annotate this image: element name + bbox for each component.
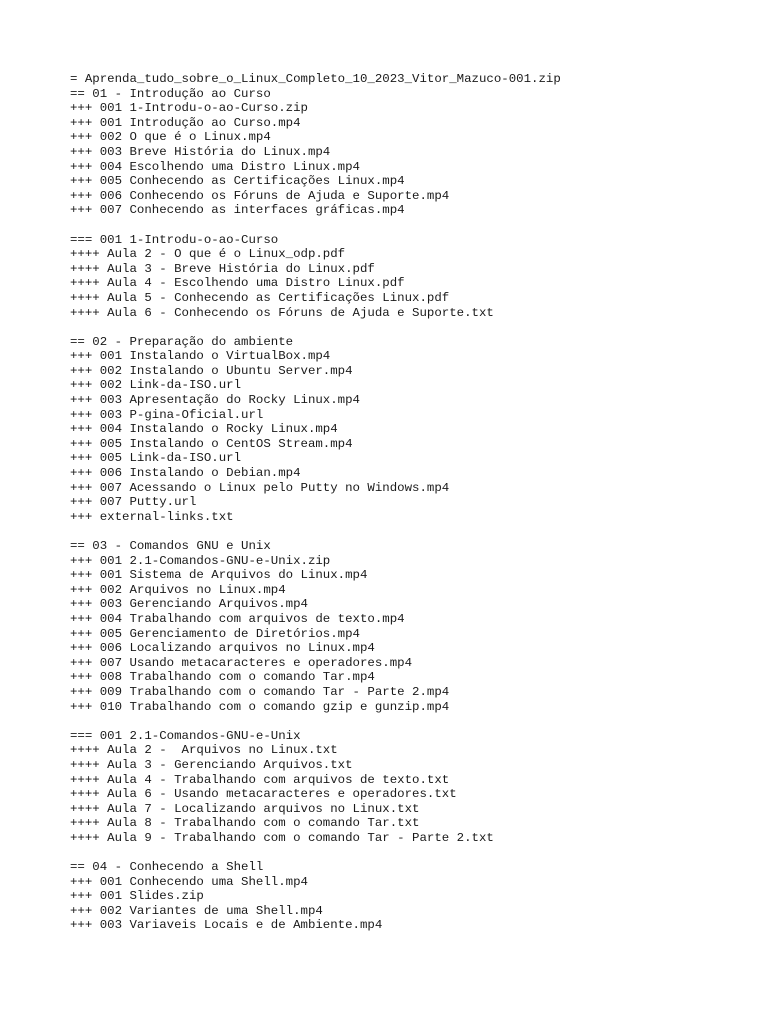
- text-line: ++++ Aula 2 - Arquivos no Linux.txt: [70, 743, 338, 758]
- text-line: == 03 - Comandos GNU e Unix: [70, 539, 271, 553]
- text-line: +++ 002 O que é o Linux.mp4: [70, 130, 271, 145]
- text-line: +++ 002 Variantes de uma Shell.mp4: [70, 903, 323, 918]
- text-line: ++++ Aula 8 - Trabalhando com o comando Tar.txt: [70, 816, 420, 831]
- section-block: [70, 729, 760, 846]
- section-block: [70, 539, 760, 714]
- text-line: +++ 004 Instalando o Rocky Linux.mp4: [70, 422, 338, 437]
- text-line: +++ 007 Usando metacaracteres e operadores.mp4: [70, 655, 413, 670]
- text-line: === 001 2.1-Comandos-GNU-e-Unix: [70, 728, 301, 743]
- section-block: [70, 233, 760, 321]
- text-line: +++ 006 Instalando o Debian.mp4: [70, 466, 301, 481]
- text-line: +++ 001 Conhecendo uma Shell.mp4: [70, 874, 308, 889]
- text-line: +++ 005 Conhecendo as Certificações Linux.mp4: [70, 174, 405, 189]
- text-line: == 02 - Preparação do ambiente: [70, 334, 294, 349]
- text-line: +++ 005 Link-da-ISO.url: [70, 451, 242, 466]
- text-line: +++ 001 2.1-Comandos-GNU-e-Unix.zip: [70, 553, 331, 568]
- text-line: +++ 001 Introdução ao Curso.mp4: [70, 115, 301, 130]
- text-line: +++ 007 Conhecendo as interfaces gráficas.mp4: [70, 203, 405, 218]
- text-line: +++ 008 Trabalhando com o comando Tar.mp4: [70, 670, 375, 685]
- text-line: ++++ Aula 5 - Conhecendo as Certificações Linux.pdf: [70, 290, 450, 305]
- text-line: +++ 002 Instalando o Ubuntu Server.mp4: [70, 363, 353, 378]
- text-line: +++ 003 P-gina-Oficial.url: [70, 407, 264, 422]
- text-line: ++++ Aula 4 - Escolhendo uma Distro Linux.pdf: [70, 276, 405, 291]
- text-line: +++ 002 Link-da-ISO.url: [70, 378, 242, 393]
- text-line: +++ 003 Variaveis Locais e de Ambiente.mp4: [70, 918, 383, 933]
- text-line: === 001 1-Introdu-o-ao-Curso: [70, 232, 279, 247]
- text-line: +++ 007 Putty.url: [70, 495, 197, 510]
- text-line: +++ 003 Gerenciando Arquivos.mp4: [70, 597, 308, 612]
- text-line: ++++ Aula 6 - Usando metacaracteres e operadores.txt: [70, 787, 457, 802]
- text-line: ++++ Aula 4 - Trabalhando com arquivos de texto.txt: [70, 772, 450, 787]
- text-line: +++ 010 Trabalhando com o comando gzip e gunzip.mp4: [70, 699, 450, 714]
- text-line: +++ 003 Breve História do Linux.mp4: [70, 144, 331, 159]
- text-line: +++ 004 Escolhendo uma Distro Linux.mp4: [70, 159, 360, 174]
- text-line: == 04 - Conhecendo a Shell: [70, 860, 264, 875]
- section-block: [70, 335, 760, 525]
- document-page: [70, 72, 760, 948]
- text-line: ++++ Aula 7 - Localizando arquivos no Linux.txt: [70, 801, 420, 816]
- text-line: +++ 003 Apresentação do Rocky Linux.mp4: [70, 393, 360, 408]
- text-line: ++++ Aula 2 - O que é o Linux_odp.pdf: [70, 247, 346, 262]
- section-block: [70, 72, 760, 218]
- text-line: = Aprenda_tudo_sobre_o_Linux_Completo_10_2023_Vitor_Mazuco-001.zip: [70, 72, 561, 86]
- text-line: ++++ Aula 3 - Breve História do Linux.pdf: [70, 261, 375, 276]
- text-line: +++ 004 Trabalhando com arquivos de texto.mp4: [70, 611, 405, 626]
- text-line: +++ 001 Slides.zip: [70, 889, 204, 904]
- section-block: [70, 860, 760, 933]
- text-line: +++ 006 Localizando arquivos no Linux.mp4: [70, 641, 375, 656]
- text-line: +++ external-links.txt: [70, 509, 234, 524]
- text-line: ++++ Aula 3 - Gerenciando Arquivos.txt: [70, 757, 353, 772]
- text-line: +++ 009 Trabalhando com o comando Tar - Parte 2.mp4: [70, 684, 450, 699]
- text-line: ++++ Aula 9 - Trabalhando com o comando Tar - Parte 2.txt: [70, 830, 494, 845]
- text-line: +++ 006 Conhecendo os Fóruns de Ajuda e Suporte.mp4: [70, 188, 450, 203]
- text-line: +++ 002 Arquivos no Linux.mp4: [70, 582, 286, 597]
- text-line: +++ 005 Gerenciamento de Diretórios.mp4: [70, 626, 360, 641]
- text-line: +++ 001 1-Introdu-o-ao-Curso.zip: [70, 101, 308, 116]
- text-line: == 01 - Introdução ao Curso: [70, 86, 271, 101]
- text-line: +++ 007 Acessando o Linux pelo Putty no Windows.mp4: [70, 480, 450, 495]
- text-line: +++ 001 Sistema de Arquivos do Linux.mp4: [70, 568, 368, 583]
- text-line: +++ 001 Instalando o VirtualBox.mp4: [70, 349, 331, 364]
- text-line: +++ 005 Instalando o CentOS Stream.mp4: [70, 436, 353, 451]
- text-line: ++++ Aula 6 - Conhecendo os Fóruns de Ajuda e Suporte.txt: [70, 305, 494, 320]
